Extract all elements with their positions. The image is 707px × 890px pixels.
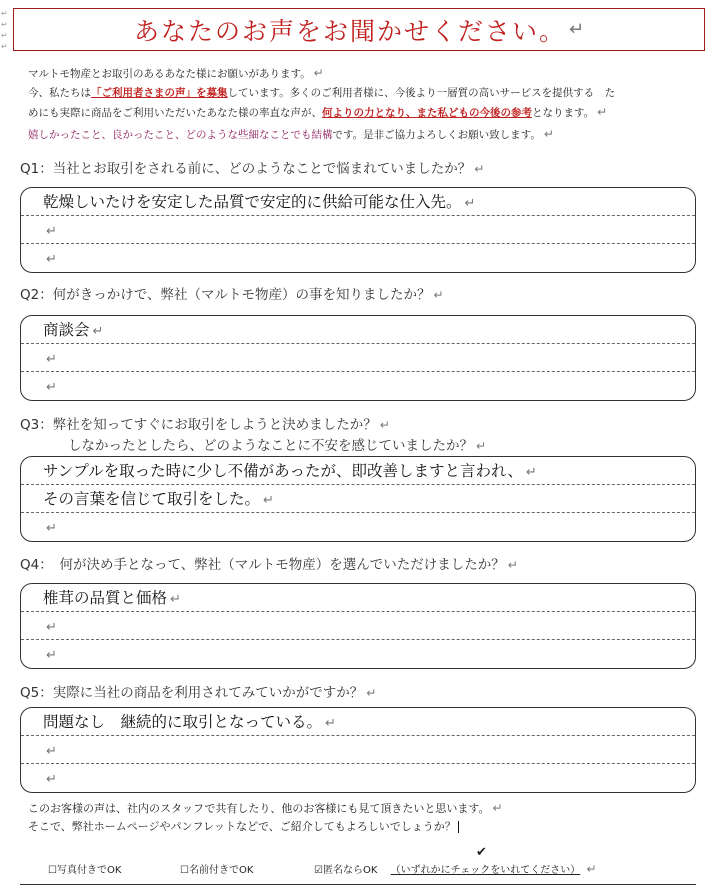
- question-3: Q3：弊社を知ってすぐにお取引をしようと決めましたか？ ↵: [20, 417, 390, 433]
- answer-row[interactable]: 椎茸の品質と価格 ↵: [21, 584, 695, 612]
- answer-row[interactable]: 乾燥しいたけを安定した品質で安定的に供給可能な仕入先。 ↵: [21, 188, 695, 216]
- answer-box-5: [20, 707, 696, 793]
- answer-row[interactable]: その言葉を信じて取引をした。 ↵: [21, 485, 695, 513]
- title-box: [13, 8, 705, 51]
- footer-line-1: このお客様の声は、社内のスタッフで共有したり、他のお客様にも見て頂きたいと思います。 ↵: [28, 801, 503, 815]
- intro-line-2: 今、私たちは「ご利用者さまの声」を募集しています。多くのご利用者様に、今後より一層質の高いサービスを提供する た: [28, 87, 616, 99]
- answer-row[interactable]: 問題なし 継続的に取引となっている。 ↵: [21, 708, 695, 736]
- answer-row[interactable]: サンプルを取った時に少し不備があったが、即改善しますと言われ、 ↵: [21, 457, 695, 485]
- footer-line-2: そこで、弊社ホームページやパンフレットなどで、ご紹介してもよろしいでしょうか？: [28, 818, 459, 834]
- answer-box-2: [20, 315, 696, 401]
- option-note: （いずれかにチェックをいれてください）: [390, 865, 581, 876]
- question-3-sub: しなかったとしたら、どのようなことに不安を感じていましたか？ ↵: [68, 438, 487, 454]
- answer-row[interactable]: ↵: [46, 252, 57, 267]
- answer-row[interactable]: ↵: [46, 772, 57, 787]
- option-photo[interactable]: ☐写真付きでOK: [48, 865, 122, 876]
- answer-row[interactable]: ↵: [46, 521, 57, 536]
- question-4: Q4： 何が決め手となって、弊社（マルトモ物産）を選んでいただけましたか？ ↵: [20, 557, 518, 573]
- highlight-voice-recruit: 「ご利用者さまの声」を募集: [91, 87, 228, 99]
- bottom-rule: [20, 884, 696, 890]
- answer-box-1: [20, 187, 696, 273]
- answer-box-3: [20, 456, 696, 542]
- option-name[interactable]: ☐名前付きでOK: [180, 865, 254, 876]
- answer-row[interactable]: 商談会 ↵: [21, 316, 695, 344]
- highlight-reference: 何よりの力となり、また私どもの今後の参考: [322, 107, 532, 119]
- question-2: Q2：何がきっかけで、弊社（マルトモ物産）の事を知りましたか？ ↵: [20, 287, 444, 303]
- intro-line-4: 嬉しかったこと、良かったこと、どのような些細なことでも結構です。是非ご協力よろしくお願い致します。 ↵: [28, 127, 554, 141]
- answer-row[interactable]: ↵: [21, 216, 695, 244]
- answer-row[interactable]: ↵: [46, 380, 57, 395]
- check-mark-icon: ✔: [476, 845, 487, 860]
- text-cursor: [458, 821, 459, 833]
- option-anonymous[interactable]: ☑匿名ならOK （いずれかにチェックをいれてください） ↵: [314, 862, 597, 876]
- question-1: Q1：当社とお取引をされる前に、どのようなことで悩まれていましたか？ ↵: [20, 161, 485, 177]
- answer-row[interactable]: ↵: [46, 648, 57, 663]
- answer-box-4: [20, 583, 696, 669]
- intro-line-3: めにも実際に商品をご利用いただいたあなた様の率直な声が、何よりの力となり、また私どもの今後の参考となります。 ↵: [28, 105, 608, 119]
- answer-row[interactable]: ↵: [21, 736, 695, 764]
- intro-line-1: マルトモ物産とお取引のあるあなた様にお願いがあります。 ↵: [28, 66, 324, 80]
- return-mark: ↵: [568, 19, 585, 40]
- answer-row[interactable]: ↵: [21, 612, 695, 640]
- page-title: あなたのお声をお聞かせください。: [133, 16, 566, 46]
- question-5: Q5：実際に当社の商品を利用されてみていかがですか？ ↵: [20, 685, 377, 701]
- answer-row[interactable]: ↵: [21, 344, 695, 372]
- margin-marks: ↵ ↵ ↵ ↵: [1, 9, 8, 51]
